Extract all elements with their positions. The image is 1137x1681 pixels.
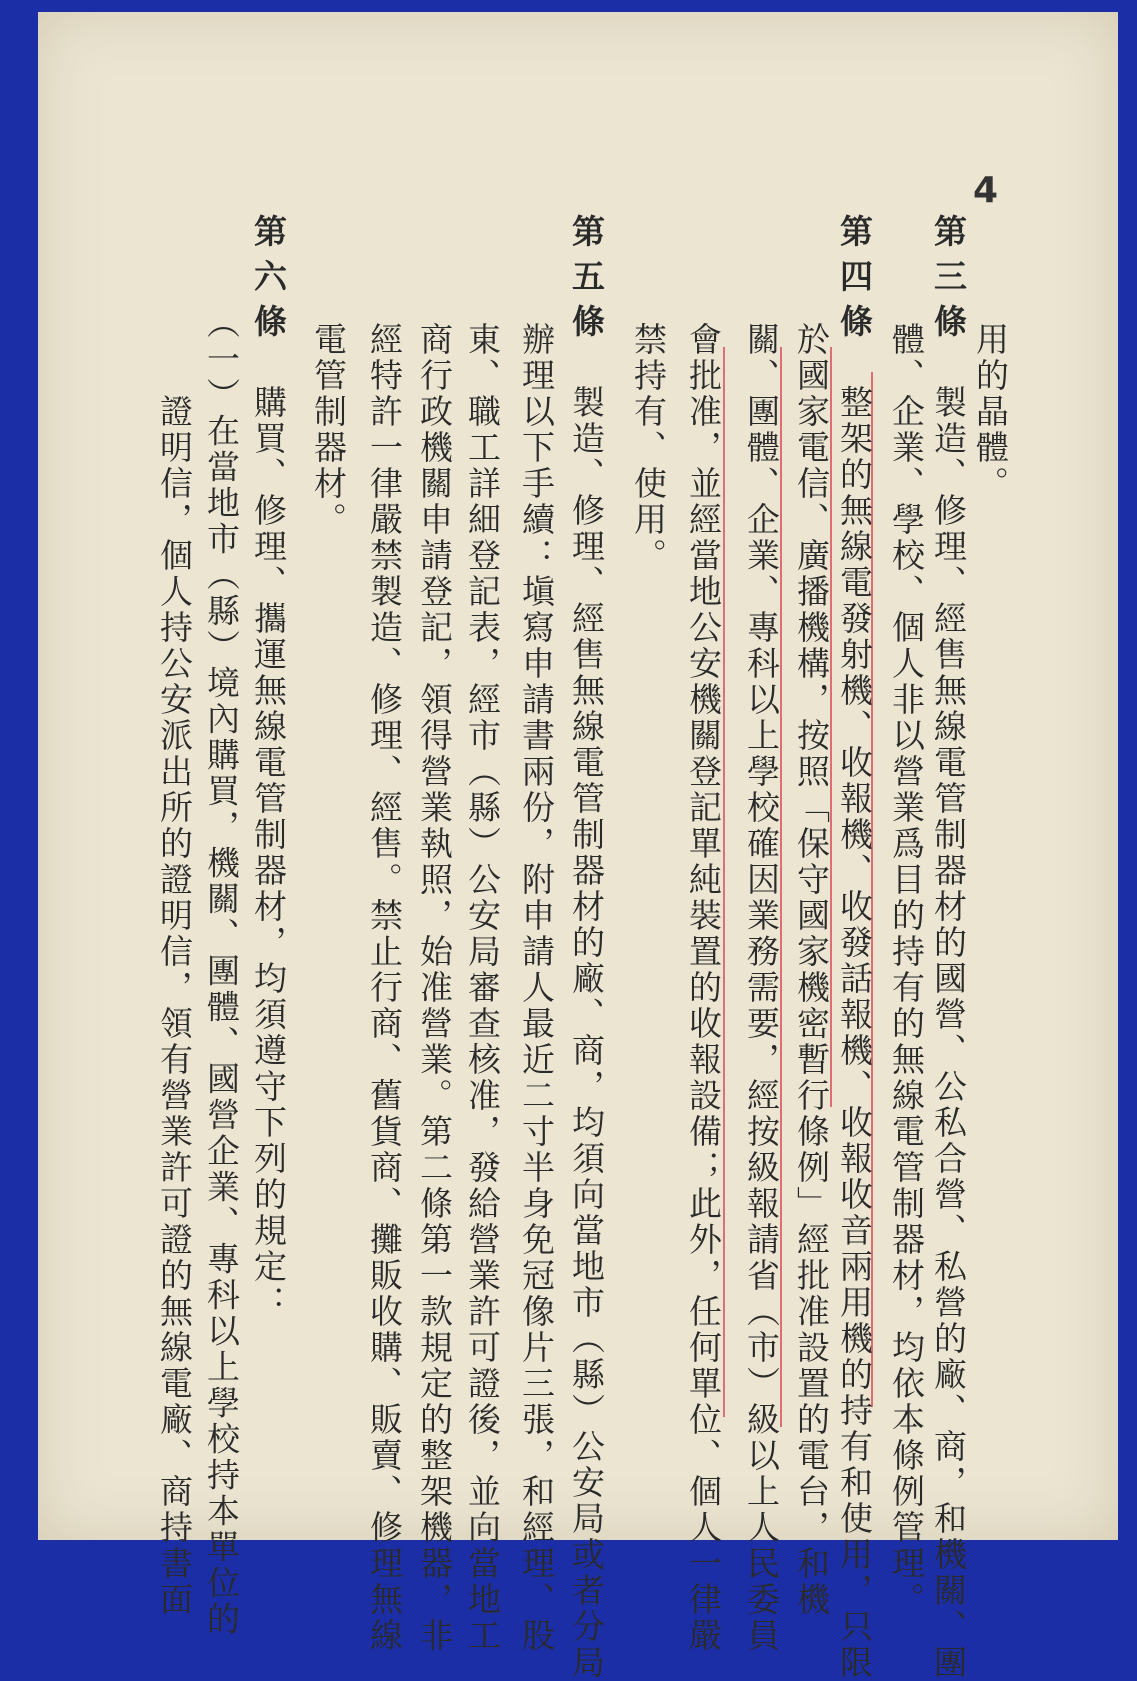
article-5-column-2: 辦理以下手續：塡寫申請書兩份，附申請人最近二寸半身免冠像片三張，和經理、股 [517,214,556,1654]
article-heading: 第三條 [929,214,968,349]
article-5-column-1: 第五條 製造、修理、經售無線電管制器材的廠、商，均須向當地市（縣）公安局或者分局 [567,214,606,1681]
text-column-1: 用的晶體。 [971,214,1010,502]
article-6-column-3: 證明信，個人持公安派出所的證明信，領有營業許可證的無線電廠、商持書面 [155,214,194,1618]
red-underline [723,347,725,1417]
article-heading: 第五條 [567,214,606,349]
document-page [38,12,1118,1681]
article-5-column-3: 東、職工詳細登記表，經市（縣）公安局審查核准，發給營業許可證後，並向當地工 [463,214,502,1654]
article-3-column-1: 第三條 製造、修理、經售無線電管制器材的國營、公私合營、私營的廠、商，和機關、團 [929,214,968,1681]
article-5-column-6: 電管制器材。 [309,214,348,538]
article-4-column-5: 禁持有、使用。 [629,214,668,574]
article-6-column-1: 第六條 購買、修理、攜運無線電管制器材，均須遵守下列的規定： [249,214,288,1321]
article-4-column-1: 第四條 整架的無線電發射機、收報機、收發話報機、收報收音兩用機的持有和使用，只限 [835,214,874,1681]
page-number: 4 [973,170,999,211]
article-5-column-5: 經特許一律嚴禁製造、修理、經售。禁止行商、舊貨商、攤販收購、販賣、修理無線 [365,214,404,1654]
article-4-column-3: 關、團體、企業、專科以上學校確因業務需要，經按級報請省（市）級以上人民委員 [742,214,781,1654]
article-5-column-4: 商行政機關申請登記，領得營業執照，始准營業。第二條第一款規定的整架機器，非 [415,214,454,1654]
article-4-column-4: 會批准，並經當地公安機關登記單純裝置的收報設備；此外，任何單位、個人一律嚴 [684,214,723,1654]
article-6-column-2: （一）在當地市（縣）境內購買，機關、團體、國營企業、專科以上學校持本單位的 [202,214,241,1638]
article-heading: 第六條 [249,214,288,349]
article-heading: 第四條 [835,214,874,349]
article-3-column-2: 體、企業、學校、個人非以營業爲目的持有的無線電管制器材，均依本條例管理。 [887,214,926,1618]
article-4-column-2: 於國家電信、廣播機構，按照「保守國家機密暫行條例」經批准設置的電台，和機 [792,214,831,1618]
